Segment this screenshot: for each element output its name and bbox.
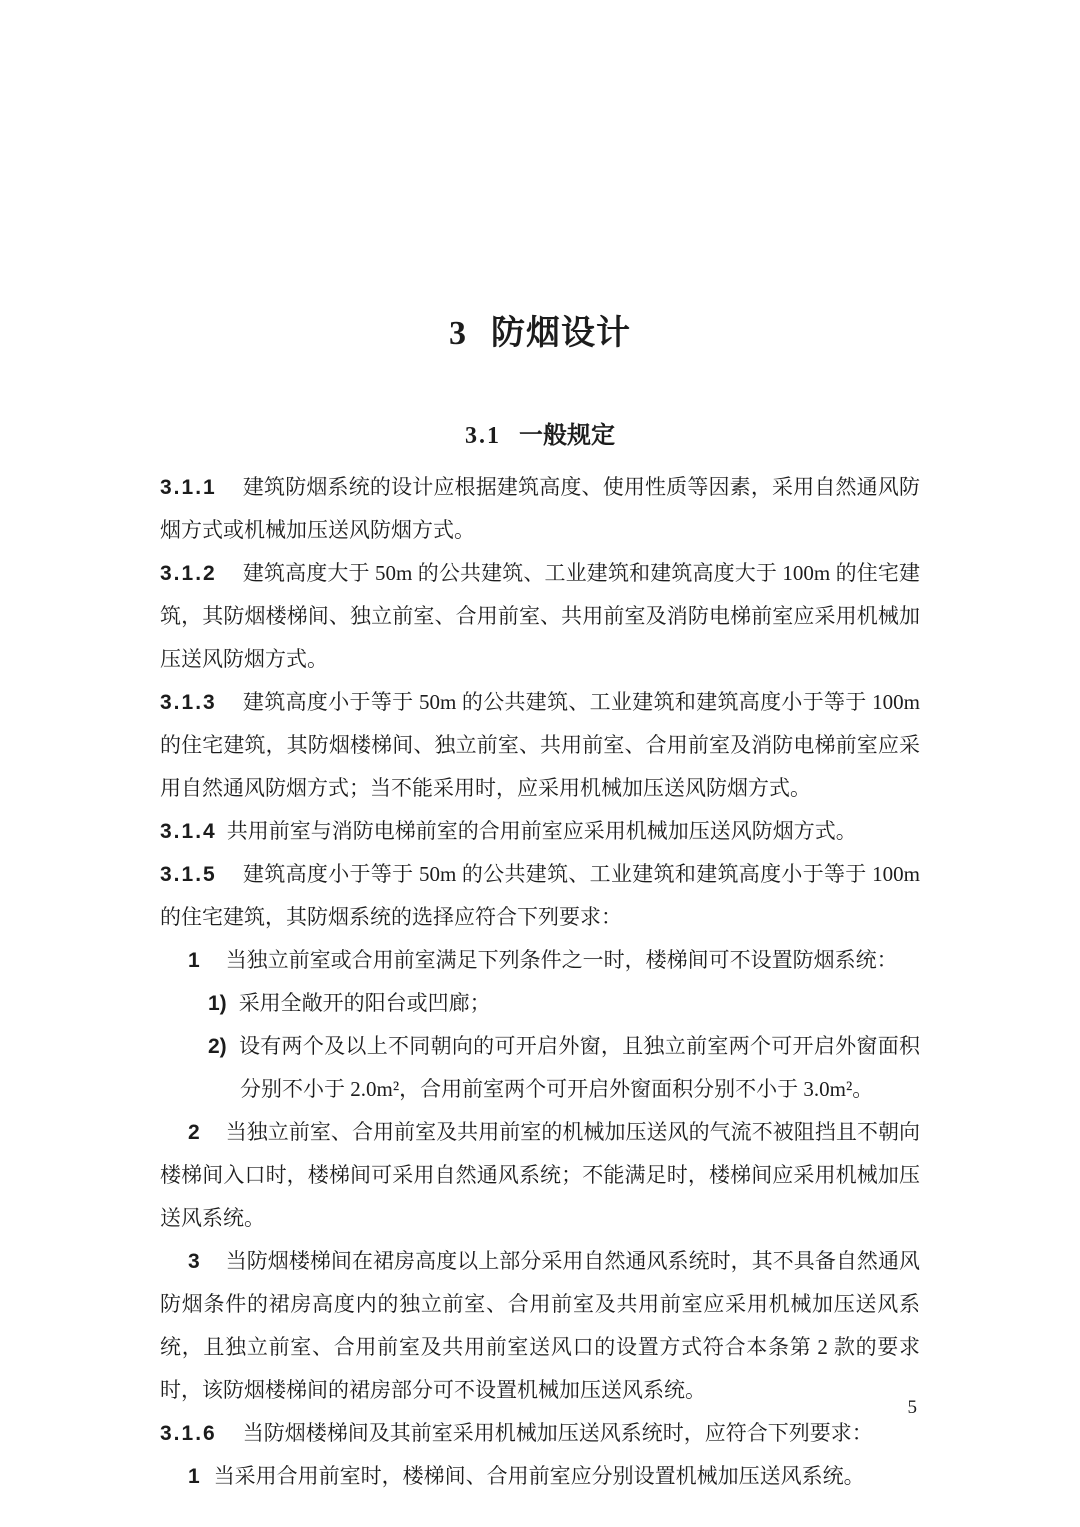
section-title-text: 一般规定 — [519, 423, 615, 449]
clause-text: 当防烟楼梯间及其前室采用机械加压送风系统时，应符合下列要求： — [242, 1421, 873, 1445]
section-title — [160, 418, 920, 454]
item-number: 3 — [188, 1250, 202, 1273]
subitem-text: 设有两个及以上不同朝向的可开启外窗，且独立前室两个可开启外窗面积分别不小于 2.0m²，合用前室两个可开启外窗面积分别不小于 3.0m²。 — [238, 1034, 920, 1101]
clause-number: 3.1.4 — [160, 820, 217, 843]
chapter-title-text: 防烟设计 — [491, 315, 631, 352]
clause-text: 建筑高度小于等于 50m 的公共建筑、工业建筑和建筑高度小于等于 100m 的住宅建筑，其防烟楼梯间、独立前室、共用前室、合用前室及消防电梯前室应采用自然通风防烟方式；当不能采用时，应采用机械加压送风防烟方式。 — [160, 690, 920, 800]
section-number: 3.1 — [465, 423, 501, 449]
clause-3-1-6-item-1 — [160, 1455, 920, 1498]
clause-text: 建筑防烟系统的设计应根据建筑高度、使用性质等因素，采用自然通风防烟方式或机械加压送风防烟方式。 — [160, 475, 920, 542]
clause-3-1-1 — [160, 466, 920, 552]
page-content — [160, 0, 920, 1498]
clause-number: 3.1.1 — [160, 476, 217, 499]
clause-number: 3.1.6 — [160, 1422, 217, 1445]
item-number: 1 — [188, 949, 202, 972]
item-text: 当独立前室或合用前室满足下列条件之一时，楼梯间可不设置防烟系统： — [225, 948, 898, 972]
clause-3-1-6 — [160, 1412, 920, 1455]
chapter-title — [160, 0, 920, 360]
clause-text: 建筑高度大于 50m 的公共建筑、工业建筑和建筑高度大于 100m 的住宅建筑，其防烟楼梯间、独立前室、合用前室、共用前室及消防电梯前室应采用机械加压送风防烟方式。 — [160, 561, 920, 671]
clause-3-1-5-item-2 — [160, 1111, 920, 1240]
subitem-number: 2) — [208, 1035, 227, 1058]
clause-text: 建筑高度小于等于 50m 的公共建筑、工业建筑和建筑高度小于等于 100m 的住宅建筑，其防烟系统的选择应符合下列要求： — [160, 862, 920, 929]
clause-3-1-4 — [160, 810, 920, 853]
body-text — [160, 466, 920, 1498]
item-number: 1 — [188, 1465, 202, 1488]
item-text: 当采用合用前室时，楼梯间、合用前室应分别设置机械加压送风系统。 — [213, 1464, 865, 1488]
item-text: 当防烟楼梯间在裙房高度以上部分采用自然通风系统时，其不具备自然通风防烟条件的裙房高度内的独立前室、合用前室及共用前室应采用机械加压送风系统，且独立前室、合用前室及共用前室送风口的设置方式符合本条第 2 款的要求时，该防烟楼梯间的裙房部分可不设置机械加压送风系统。 — [160, 1249, 920, 1402]
chapter-number: 3 — [449, 315, 467, 352]
subitem-text: 采用全敞开的阳台或凹廊； — [238, 991, 491, 1015]
page-number: 5 — [907, 1397, 917, 1418]
item-number: 2 — [188, 1121, 202, 1144]
clause-3-1-5-item-1-sub-2 — [160, 1025, 920, 1111]
clause-number: 3.1.5 — [160, 863, 217, 886]
clause-number: 3.1.2 — [160, 562, 217, 585]
clause-number: 3.1.3 — [160, 691, 217, 714]
clause-3-1-2 — [160, 552, 920, 681]
subitem-number: 1) — [208, 992, 227, 1015]
clause-3-1-5-item-1 — [160, 939, 920, 982]
clause-3-1-5-item-1-sub-1 — [160, 982, 920, 1025]
clause-3-1-3 — [160, 681, 920, 810]
item-text: 当独立前室、合用前室及共用前室的机械加压送风的气流不被阻挡且不朝向楼梯间入口时，楼梯间可采用自然通风系统；不能满足时，楼梯间应采用机械加压送风系统。 — [160, 1120, 920, 1230]
clause-text: 共用前室与消防电梯前室的合用前室应采用机械加压送风防烟方式。 — [226, 819, 857, 843]
clause-3-1-5-item-3 — [160, 1240, 920, 1412]
clause-3-1-5 — [160, 853, 920, 939]
